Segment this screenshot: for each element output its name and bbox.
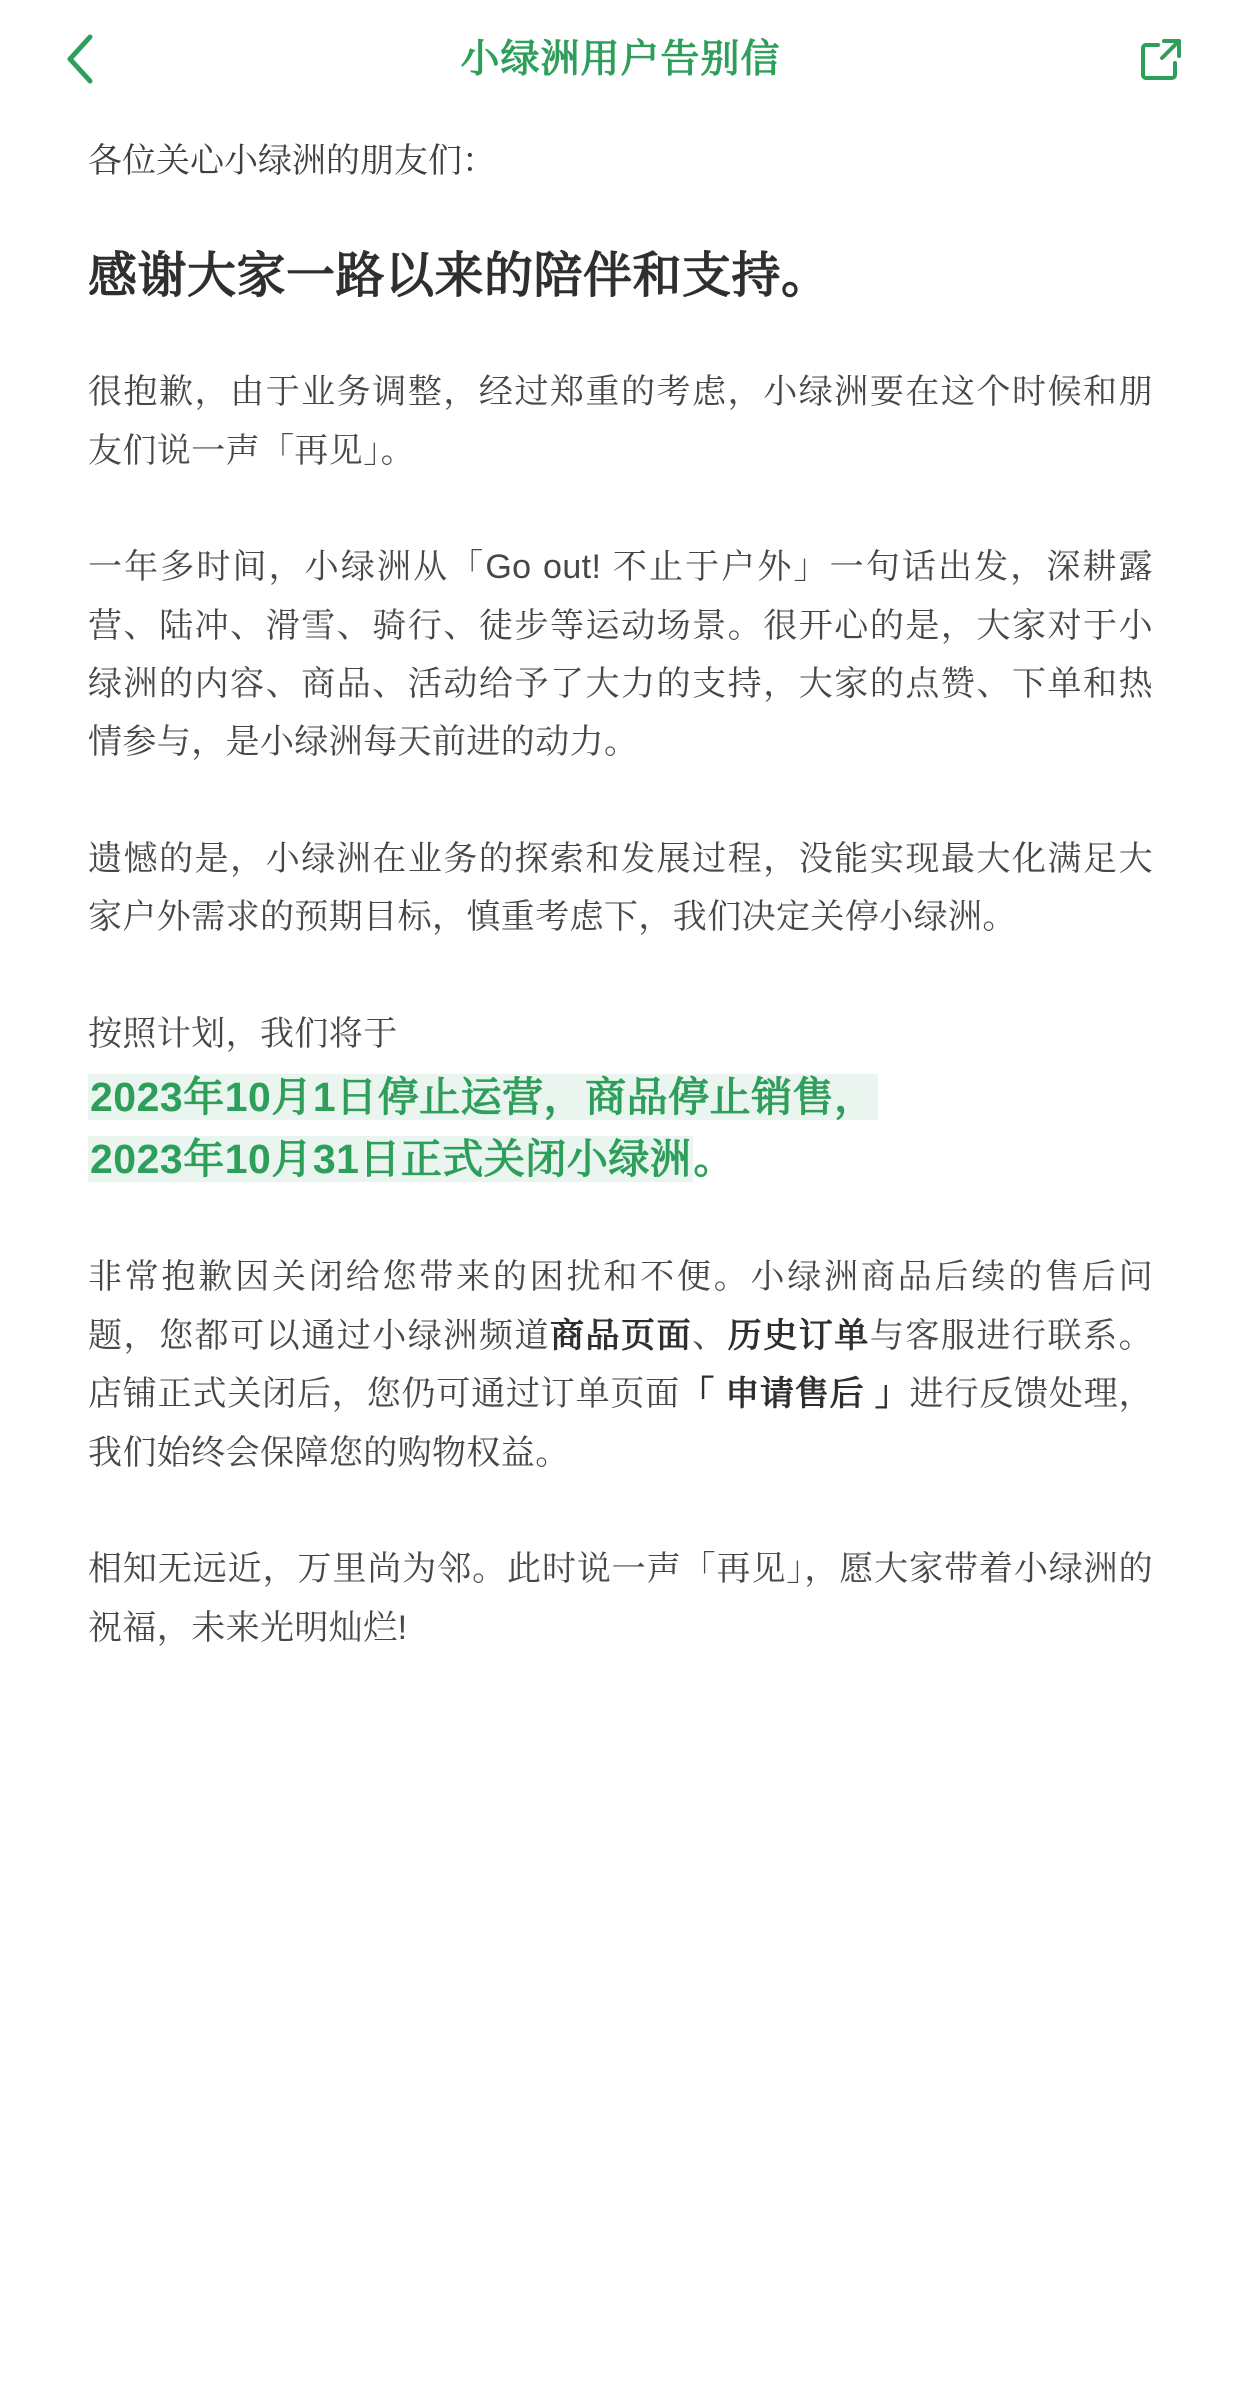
paragraph-4-text-2: 、 [692, 1316, 728, 1355]
farewell-letter-body [0, 118, 1241, 1717]
letter-paragraph-5: 相知无远近，万里尚为邻。此时说一声「再见」，愿大家带着小绿洲的祝福，未来光明灿烂! [88, 1550, 1153, 1647]
paragraph-4-text-3: 与客服进行联系。店铺正式关闭后，您仍可通过订单页面 [88, 1316, 1154, 1414]
letter-paragraph-4 [88, 1248, 1153, 1482]
letter-paragraph-2: 一年多时间，小绿洲从「Go out! 不止于户外」一句话出发，深耕露营、陆冲、滑雪、骑行、徒步等运动场景。很开心的是，大家对于小绿洲的内容、商品、活动给予了大力的支持，大家的点赞、下单和热情参与，是小绿洲每天前进的动力。 [88, 548, 1153, 762]
shutdown-date-line-1 [88, 1067, 1153, 1129]
shutdown-date-line-2-text: 2023年10月31日正式关闭小绿洲 [90, 1135, 692, 1182]
top-navigation-bar [0, 0, 1241, 118]
chevron-left-icon [60, 31, 100, 87]
shutdown-date-line-2 [88, 1129, 1153, 1191]
shutdown-date-line-1-text: 2023年10月1日停止运营，商品停止销售， [90, 1074, 876, 1121]
shutdown-plan-lead: 按照计划，我们将于 [88, 1014, 398, 1053]
paragraph-4-text-1: 非常抱歉因关闭给您带来的困扰和不便。小绿洲商品后续的售后问题，您都可以通过小绿洲频道 [88, 1258, 1153, 1355]
share-button[interactable] [1133, 31, 1189, 87]
letter-paragraph-3: 遗憾的是，小绿洲在业务的探索和发展过程，没能实现最大化满足大家户外需求的预期目标，慎重考虑下，我们决定关停小绿洲。 [88, 839, 1153, 937]
paragraph-4-bold-order-history: 历史订单 [727, 1316, 870, 1355]
page-title: 小绿洲用户告别信 [460, 37, 781, 81]
share-external-link-icon [1137, 35, 1185, 83]
paragraph-4-text-4: 进行反馈处理，我们始终会保障您的购物权益。 [88, 1375, 1153, 1472]
paragraph-4-bold-after-sales: 「 申请售后 」 [680, 1375, 910, 1414]
letter-salutation: 各位关心小绿洲的朋友们： [88, 142, 496, 180]
letter-headline: 感谢大家一路以来的陪伴和支持。 [88, 249, 831, 303]
shutdown-dates-highlight [88, 1067, 1153, 1190]
back-button[interactable] [52, 31, 108, 87]
paragraph-4-bold-product-page: 商品页面 [549, 1316, 693, 1355]
shutdown-date-line-2-suffix: 。 [693, 1135, 735, 1182]
letter-paragraph-1: 很抱歉，由于业务调整，经过郑重的考虑，小绿洲要在这个时候和朋友们说一声「再见」。 [88, 373, 1153, 470]
